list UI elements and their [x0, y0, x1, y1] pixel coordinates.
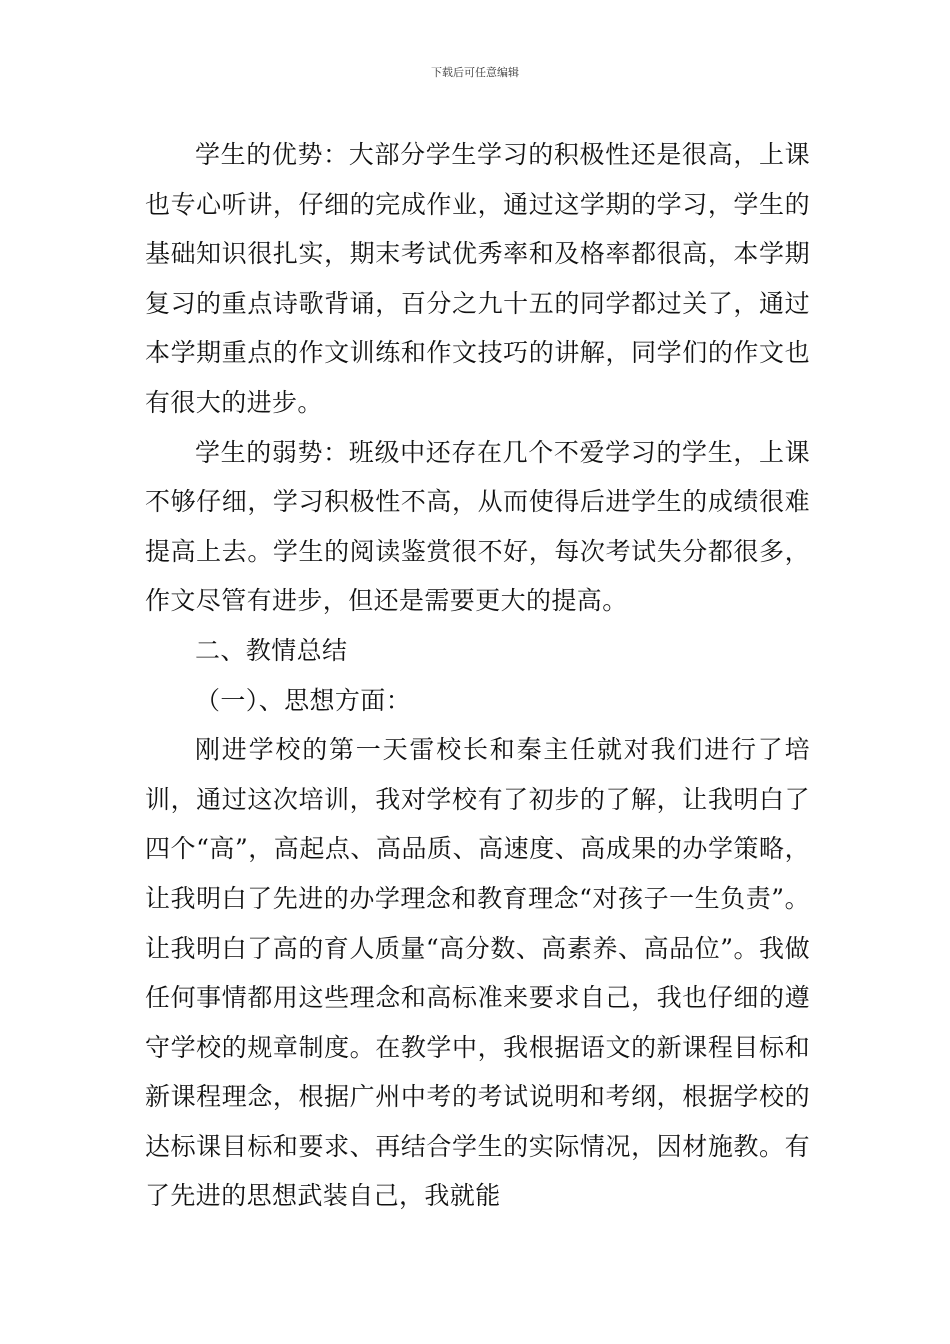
- page-header: 下载后可任意编辑: [431, 66, 519, 79]
- subsection-heading-thinking: （一）、思想方面：: [195, 685, 412, 715]
- document-body: [145, 130, 810, 1221]
- paragraph-student-weaknesses: 学生的弱势：班级中还存在几个不爱学习的学生，上课不够仔细，学习积极性不高，从而使得后进学生的成绩很难提高上去。学生的阅读鉴赏很不好，每次考试失分都很多，作文尽管有进步，但还是需要更大的提高。: [145, 437, 810, 616]
- section-heading-teaching-summary: 二、教情总结: [195, 635, 348, 665]
- paragraph-thinking: 刚进学校的第一天雷校长和秦主任就对我们进行了培训，通过这次培训，我对学校有了初步的了解，让我明白了四个“高”，高起点、高品质、高速度、高成果的办学策略，让我明白了先进的办学理念和教育理念“对孩子一生负责”。让我明白了高的育人质量“高分数、高素养、高品位”。我做任何事情都用这些理念和高标准来要求自己，我也仔细的遵守学校的规章制度。在教学中，我根据语文的新课程目标和新课程理念，根据广州中考的考试说明和考纲，根据学校的达标课目标和要求、再结合学生的实际情况，因材施教。有了先进的思想武装自己，我就能: [145, 735, 810, 1211]
- paragraph-student-strengths: 学生的优势：大部分学生学习的积极性还是很高，上课也专心听讲，仔细的完成作业，通过这学期的学习，学生的基础知识很扎实，期末考试优秀率和及格率都很高，本学期复习的重点诗歌背诵，百分之九十五的同学都过关了，通过本学期重点的作文训练和作文技巧的讲解，同学们的作文也有很大的进步。: [145, 140, 810, 417]
